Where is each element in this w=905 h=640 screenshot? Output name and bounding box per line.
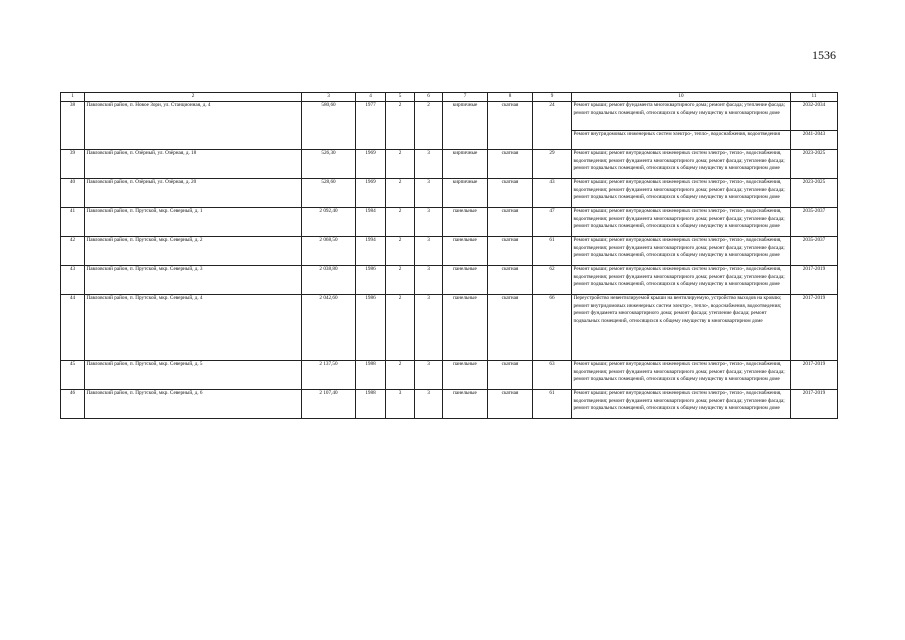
roof-cell: скатная xyxy=(488,102,533,150)
floors-cell: 2 xyxy=(386,102,415,150)
walls-cell: кирпичные xyxy=(443,179,488,208)
roof-cell: скатная xyxy=(488,179,533,208)
table-row xyxy=(61,361,838,390)
column-number: 5 xyxy=(386,93,415,102)
works-cell: Ремонт крыши; ремонт внутридомовых инженерных систем электро-, тепло-, водоснабжения, водоотведения; ремонт фундамента многоквартирного дома; ремонт фасада; утепление фасада; ремонт подвальных помещений, относящихся к общему имуществу в многоквартирном доме xyxy=(572,266,791,295)
year-cell: 1984 xyxy=(356,208,386,237)
walls-cell: кирпичные xyxy=(443,102,488,150)
floors-cell: 2 xyxy=(386,361,415,390)
year-cell: 1988 xyxy=(356,361,386,390)
period-cell: 2023-2025 xyxy=(791,150,838,179)
year-cell: 1969 xyxy=(356,150,386,179)
works-cell: Ремонт крыши; ремонт внутридомовых инженерных систем электро-, тепло-, водоснабжения, водоотведения; ремонт фундамента многоквартирного дома; ремонт фасада; утепление фасада; ремонт подвальных помещений, относящихся к общему имуществу в многоквартирном доме xyxy=(572,390,791,419)
apartments-cell: 61 xyxy=(533,237,572,266)
column-number: 2 xyxy=(85,93,302,102)
roof-cell: скатная xyxy=(488,237,533,266)
entrances-cell: 3 xyxy=(415,295,443,361)
apartments-cell: 29 xyxy=(533,150,572,179)
entrances-cell: 3 xyxy=(415,179,443,208)
floors-cell: 2 xyxy=(386,237,415,266)
floors-cell: 3 xyxy=(386,390,415,419)
column-number: 4 xyxy=(356,93,386,102)
address-cell: Павловский район, п. Прутской, мкр. Северный, д. 3 xyxy=(85,266,302,295)
table-header xyxy=(61,93,838,102)
area-cell: 526,30 xyxy=(302,150,356,179)
entrances-cell: 3 xyxy=(415,390,443,419)
table-row xyxy=(61,237,838,266)
year-cell: 1986 xyxy=(356,295,386,361)
housing-repair-table xyxy=(60,92,838,419)
period-cell: 2017-2019 xyxy=(791,390,838,419)
works-cell: Ремонт крыши; ремонт внутридомовых инженерных систем электро-, тепло-, водоснабжения, водоотведения; ремонт фундамента многоквартирного дома; ремонт фасада; утепление фасада; ремонт подвальных помещений, относящихся к общему имуществу в многоквартирном доме xyxy=(572,237,791,266)
walls-cell: кирпичные xyxy=(443,150,488,179)
apartments-cell: 43 xyxy=(533,179,572,208)
works-cell: Ремонт внутридомовых инженерных систем электро-, тепло-, водоснабжения, водоотведения xyxy=(572,131,791,150)
table-body xyxy=(61,102,838,419)
period-cell: 2017-2019 xyxy=(791,295,838,361)
address-cell: Павловский район, п. Прутской, мкр. Северный, д. 6 xyxy=(85,390,302,419)
column-number: 9 xyxy=(533,93,572,102)
area-cell: 2 107,40 xyxy=(302,390,356,419)
address-cell: Павловский район, п. Прутской, мкр. Северный, д. 5 xyxy=(85,361,302,390)
floors-cell: 2 xyxy=(386,208,415,237)
entrances-cell: 3 xyxy=(415,208,443,237)
apartments-cell: 66 xyxy=(533,295,572,361)
walls-cell: панельные xyxy=(443,208,488,237)
entrances-cell: 3 xyxy=(415,150,443,179)
area-cell: 2 038,80 xyxy=(302,266,356,295)
works-cell: Ремонт крыши; ремонт фундамента многоквартирного дома; ремонт фасада; утепление фасада; ремонт подвальных помещений, относящихся к общему имуществу в многоквартирном доме xyxy=(572,102,791,131)
page-number: 1536 xyxy=(812,48,836,62)
year-cell: 1994 xyxy=(356,237,386,266)
table-row xyxy=(61,390,838,419)
year-cell: 1969 xyxy=(356,179,386,208)
period-cell: 2035-2037 xyxy=(791,237,838,266)
table-row xyxy=(61,102,838,131)
row-number: 39 xyxy=(61,150,85,179)
entrances-cell: 3 xyxy=(415,361,443,390)
roof-cell: скатная xyxy=(488,150,533,179)
address-cell: Павловский район, п. Озёрный, ул. Озёрная, д. 18 xyxy=(85,150,302,179)
row-number: 44 xyxy=(61,295,85,361)
apartments-cell: 61 xyxy=(533,390,572,419)
column-number: 8 xyxy=(488,93,533,102)
roof-cell: скатная xyxy=(488,266,533,295)
entrances-cell: 3 xyxy=(415,237,443,266)
period-cell: 2023-2025 xyxy=(791,179,838,208)
floors-cell: 2 xyxy=(386,266,415,295)
apartments-cell: 47 xyxy=(533,208,572,237)
row-number: 38 xyxy=(61,102,85,150)
area-cell: 2 042,60 xyxy=(302,295,356,361)
year-cell: 1977 xyxy=(356,102,386,150)
walls-cell: панельные xyxy=(443,390,488,419)
address-cell: Павловский район, п. Новое Зори, ул. Станционная, д. 4 xyxy=(85,102,302,150)
column-number: 7 xyxy=(443,93,488,102)
address-cell: Павловский район, п. Прутской, мкр. Северный, д. 4 xyxy=(85,295,302,361)
apartments-cell: 24 xyxy=(533,102,572,150)
area-cell: 2 137,50 xyxy=(302,361,356,390)
row-number: 46 xyxy=(61,390,85,419)
table-row xyxy=(61,179,838,208)
entrances-cell: 2 xyxy=(415,102,443,150)
column-number: 1 xyxy=(61,93,85,102)
table-row xyxy=(61,295,838,361)
roof-cell: скатная xyxy=(488,361,533,390)
area-cell: 2 092,40 xyxy=(302,208,356,237)
entrances-cell: 3 xyxy=(415,266,443,295)
works-cell: Ремонт крыши; ремонт внутридомовых инженерных систем электро-, тепло-, водоснабжения, водоотведения; ремонт фундамента многоквартирного дома; ремонт фасада; утепление фасада; ремонт подвальных помещений, относящихся к общему имуществу в многоквартирном доме xyxy=(572,361,791,390)
column-number: 11 xyxy=(791,93,838,102)
walls-cell: панельные xyxy=(443,237,488,266)
area-cell: 580,60 xyxy=(302,102,356,150)
table-row xyxy=(61,208,838,237)
walls-cell: панельные xyxy=(443,361,488,390)
period-cell: 2032-2034 xyxy=(791,102,838,131)
period-cell: 2017-2019 xyxy=(791,266,838,295)
floors-cell: 2 xyxy=(386,295,415,361)
area-cell: 528,60 xyxy=(302,179,356,208)
table-row xyxy=(61,150,838,179)
period-cell: 2035-2037 xyxy=(791,208,838,237)
apartments-cell: 63 xyxy=(533,361,572,390)
address-cell: Павловский район, п. Прутской, мкр. Северный, д. 1 xyxy=(85,208,302,237)
roof-cell: скатная xyxy=(488,208,533,237)
walls-cell: панельные xyxy=(443,295,488,361)
period-cell: 2017-2019 xyxy=(791,361,838,390)
column-number: 10 xyxy=(572,93,791,102)
row-number: 43 xyxy=(61,266,85,295)
row-number: 41 xyxy=(61,208,85,237)
year-cell: 1986 xyxy=(356,266,386,295)
row-number: 42 xyxy=(61,237,85,266)
period-cell: 2041-2043 xyxy=(791,131,838,150)
address-cell: Павловский район, п. Озёрный, ул. Озёрная, д. 20 xyxy=(85,179,302,208)
column-number: 3 xyxy=(302,93,356,102)
column-number: 6 xyxy=(415,93,443,102)
apartments-cell: 62 xyxy=(533,266,572,295)
works-cell: Ремонт крыши; ремонт внутридомовых инженерных систем электро-, тепло-, водоснабжения, водоотведения; ремонт фундамента многоквартирного дома; ремонт фасада; утепление фасада; ремонт подвальных помещений, относящихся к общему имуществу в многоквартирном доме xyxy=(572,150,791,179)
works-cell: Переустройство невентилируемой крыши на вентилируемую, устройство выходов на кровлю; ремонт внутридомовых инженерных систем электро-, тепло-, водоснабжения, водоотведения; ремонт фундамента многоквартирного дома; ремонт фасада; утепление фасада; ремонт подвальных помещений, относящихся к общему имуществу в многоквартирном доме xyxy=(572,295,791,361)
floors-cell: 2 xyxy=(386,150,415,179)
roof-cell: скатная xyxy=(488,295,533,361)
floors-cell: 2 xyxy=(386,179,415,208)
walls-cell: панельные xyxy=(443,266,488,295)
works-cell: Ремонт крыши; ремонт внутридомовых инженерных систем электро-, тепло-, водоснабжения, водоотведения; ремонт фундамента многоквартирного дома; ремонт фасада; утепление фасада; ремонт подвальных помещений, относящихся к общему имуществу в многоквартирном доме xyxy=(572,208,791,237)
area-cell: 2 068,50 xyxy=(302,237,356,266)
row-number: 45 xyxy=(61,361,85,390)
roof-cell: скатная xyxy=(488,390,533,419)
row-number: 40 xyxy=(61,179,85,208)
year-cell: 1988 xyxy=(356,390,386,419)
address-cell: Павловский район, п. Прутской, мкр. Северный, д. 2 xyxy=(85,237,302,266)
works-cell: Ремонт крыши; ремонт внутридомовых инженерных систем электро-, тепло-, водоснабжения, водоотведения; ремонт фундамента многоквартирного дома; ремонт фасада; утепление фасада; ремонт подвальных помещений, относящихся к общему имуществу в многоквартирном доме xyxy=(572,179,791,208)
table-row xyxy=(61,266,838,295)
